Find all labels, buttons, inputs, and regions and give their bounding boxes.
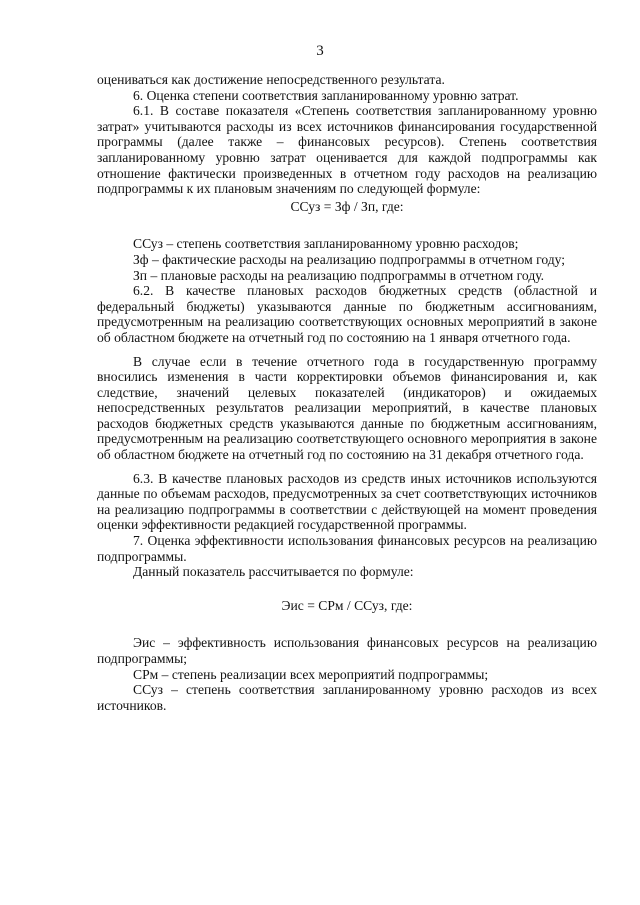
paragraph-6-2: 6.2. В качестве плановых расходов бюджетных средств (областной и федеральный бюджеты) указываются данные по бюджетным ассигнованиям, предусмотренным на реализацию соответствующих основных мероприятий в законе об областном бюджете на отчетный год по состоянию на 1 января отчетного года. [97,283,597,345]
paragraph-6-2-case: В случае если в течение отчетного года в государственную программу вносились изменения в части корректировки объемов финансирования и, как следствие, значений целевых показателей (индикаторов) и ожидаемых непосредственных результатов реализации мероприятий, в качестве плановых расходов бюджетных средств указываются данные по бюджетным ассигнованиям, предусмотренным на реализацию соответствующего основного мероприятия в законе об областном бюджете на отчетный год по состоянию на 31 декабря отчетного года. [97,353,597,463]
formula-eis: Эис = СРм / ССуз, где: [281,597,413,613]
formula-ssuz: ССуз = Зф / Зп, где: [290,198,404,214]
page-number: 3 [316,43,324,59]
paragraph-6-3: 6.3. В качестве плановых расходов из средств иных источников используются данные по объемам расходов, предусмотренных за счет соответствующих источников на реализацию подпрограммы в соответствии с действующей на момент проведения оценки эффективности редакцией государственной программы. [97,470,597,533]
paragraph-6-1: 6.1. В составе показателя «Степень соответствия запланированному уровню затрат» учитываются расходы из всех источников финансирования государственной программы (далее также – финансовых ресурсов). Степень соответствия запланированному уровню затрат оценивается для каждой подпрограммы как отношение фактически произведенных в отчетном году расходов на реализацию подпрограммы к их плановым значениям по следующей формуле: [97,103,597,197]
document-body [97,72,597,713]
definition-ssuz-2: ССуз – степень соответствия запланированному уровню расходов из всех источников. [97,682,597,713]
definition-zf: Зф – фактические расходы на реализацию подпрограммы в отчетном году; [133,251,566,267]
section-7-heading: 7. Оценка эффективности использования финансовых ресурсов на реализацию подпрограммы. [97,533,597,564]
paragraph-continuation: оцениваться как достижение непосредственного результата. [97,72,445,87]
definition-eis: Эис – эффективность использования финансовых ресурсов на реализацию подпрограммы; [97,635,597,666]
definition-ssuz: ССуз – степень соответствия запланированному уровню расходов; [133,236,519,252]
definition-srm: СРм – степень реализации всех мероприятий подпрограммы; [133,666,489,682]
paragraph-7-intro: Данный показатель рассчитывается по формуле: [133,564,414,580]
definition-zp: Зп – плановые расходы на реализацию подпрограммы в отчетном году. [133,267,545,283]
section-6-heading: 6. Оценка степени соответствия запланированному уровню затрат. [133,87,519,103]
